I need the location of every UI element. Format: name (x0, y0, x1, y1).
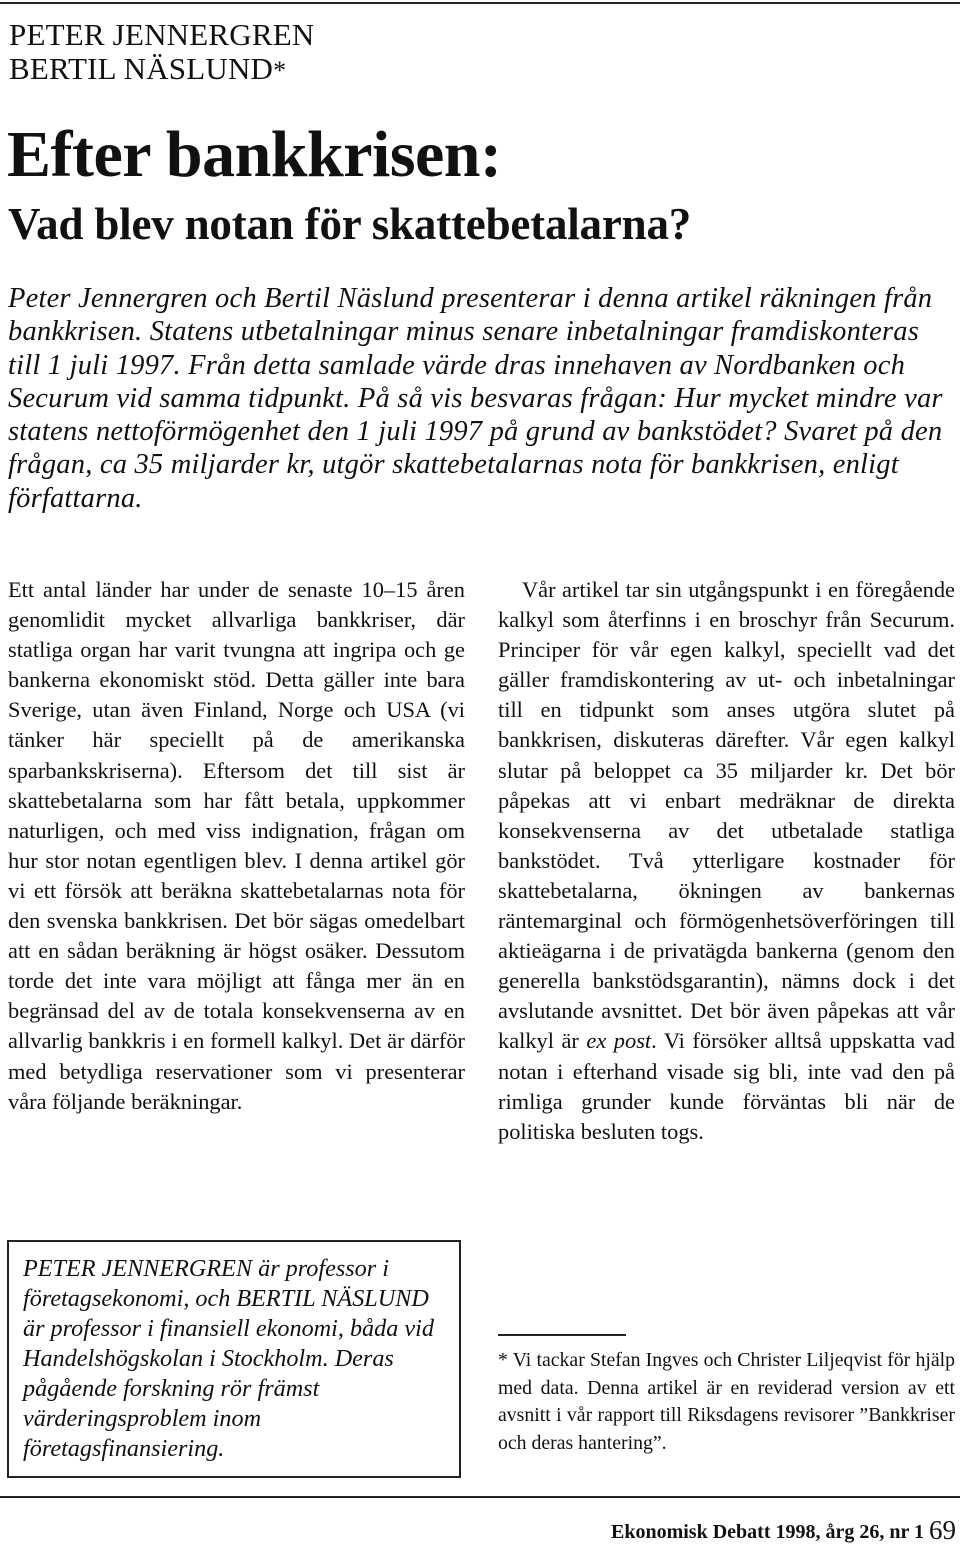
footnote-rule (498, 1334, 626, 1336)
journal-citation: Ekonomisk Debatt 1998, årg 26, nr 1 (611, 1521, 924, 1543)
author-name-2-text: BERTIL NÄSLUND (9, 51, 274, 86)
body-column-left (8, 575, 465, 1117)
body-right-emphasis: ex post (586, 1028, 652, 1054)
author-bio-box: PETER JENNERGREN är professor i företagsekonomi, och BERTIL NÄSLUND är professor i finansiell ekonomi, båda vid Handelshögskolan i Stockholm. Deras pågående forskning rör främst värderingsproblem inom företagsfinansiering. (7, 1240, 461, 1478)
article-title: Efter bankkrisen: (7, 118, 502, 191)
author-byline (9, 18, 314, 88)
top-rule (0, 2, 960, 4)
article-subtitle: Vad blev notan för skattebetalarna? (8, 199, 692, 249)
footnote: * Vi tackar Stefan Ingves och Christer Liljeqvist för hjälp med data. Denna artikel är en reviderad version av ett avsnitt i vår rapport till Riksdagens revisorer ”Bankkriser och deras hantering”. (498, 1349, 955, 1454)
page-number: 69 (929, 1515, 956, 1545)
body-column-right (498, 575, 955, 1147)
body-right-text-a: Vår artikel tar sin utgångspunkt i en föregående kalkyl som återfinns i en broschyr från Securum. Principer för vår egen kalkyl, speciellt vad det gäller framdiskontering av ut- och inbetalningar till en tidpunkt som anses utgöra slutet på bankkrisen, diskuteras därefter. Vår egen kalkyl slutar på beloppet ca 35 miljarder kr. Det bör påpekas att vi enbart medräknar de direkta konsekvenserna av det utbetalade statliga bankstödet. Två ytterligare kostnader för skattebetalarna, ökningen av bankernas räntemarginal och förmögenhetsöverföringen till aktieägarna i de privatägda bankerna (genom den generella bankstödsgarantin), nämns dock i det avslutande avsnittet. Det bör även påpekas att vår kalkyl är (498, 577, 955, 1054)
author-name-1: PETER JENNERGREN (9, 17, 315, 52)
body-paragraph-left: Ett antal länder har under de senaste 10–15 åren genomlidit mycket allvarliga bankkriser, där statliga organ har varit tvungna att ingripa och ge bankerna ekonomiskt stöd. Detta gäller inte bara Sverige, utan även Finland, Norge och USA (vi tänker här speciellt på de amerikanska sparbankskriserna). Eftersom det till sist är skattebetalarna som har fått betala, uppkommer naturligen, och med viss indignation, frågan om hur stor notan egentligen blev. I denna artikel gör vi ett försök att beräkna skattebetalarnas nota för den svenska bankkrisen. Det bör sägas omedelbart att en sådan beräkning är högst osäker. Dessutom torde det inte vara möjligt att fånga mer än en begränsad del av de totala konsekvenserna av en allvarlig bankkris i en formell kalkyl. Det är därför med betydliga reservationer som vi presenterar våra följande beräkningar. (8, 577, 465, 1114)
body-right-text-b: . Vi försöker alltså uppskatta vad notan i efterhand visade sig bli, inte vad den på rimliga grunder kunde förväntas bli när de politiska besluten togs. (498, 1028, 955, 1144)
footer-rule (0, 1496, 960, 1498)
footnote-marker: * (273, 56, 287, 85)
lead-paragraph: Peter Jennergren och Bertil Näslund presenterar i denna artikel räkningen från bankkrisen. Statens utbetalningar minus senare inbetalningar framdiskonteras till 1 juli 1997. Från detta samlade värde dras innehaven av Nordbanken och Securum vid samma tidpunkt. På så vis besvaras frågan: Hur mycket mindre var statens nettoförmögenhet den 1 juli 1997 på grund av bankstödet? Svaret på den frågan, ca 35 miljarder kr, utgör skattebetalarnas nota för bankkrisen, enligt författarna. (8, 283, 943, 514)
author-name-2 (9, 52, 314, 88)
body-paragraph-right (498, 575, 955, 1147)
